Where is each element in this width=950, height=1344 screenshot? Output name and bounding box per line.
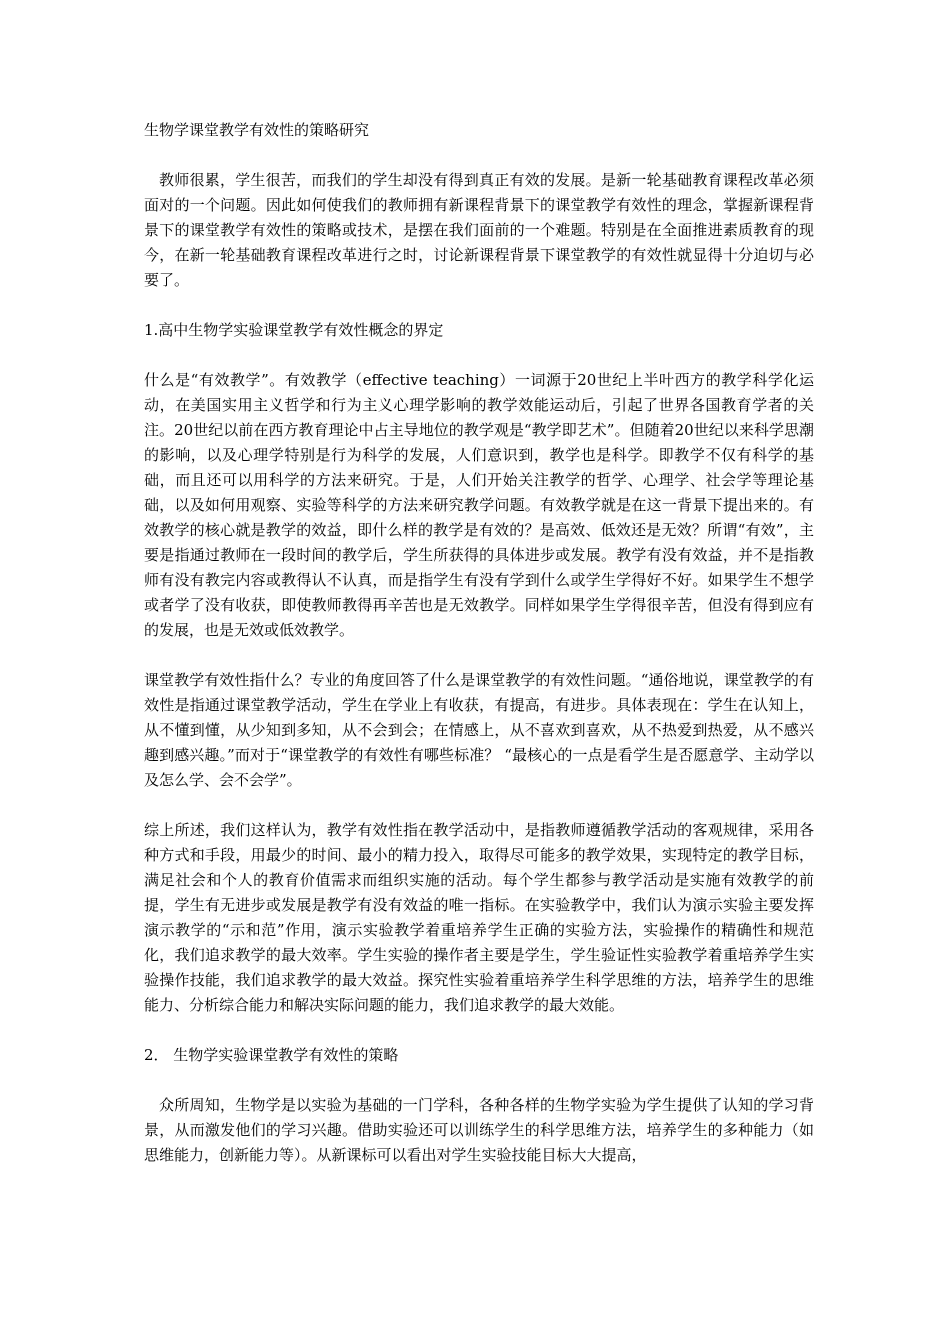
section-2-heading: 2． 生物学实验课堂教学有效性的策略 <box>144 1046 399 1064</box>
intro-paragraph: 教师很累，学生很苦，而我们的学生却没有得到真正有效的发展。是新一轮基础教育课程改革必须面对的一个问题。因此如何使我们的教师拥有新课程背景下的课堂教学有效性的理念，掌握新课程背景下的课堂教学有效性的策略或技术，是摆在我们面前的一个难题。特别是在全面推进素质教育的现今，在新一轮基础教育课程改革进行之时，讨论新课程背景下课堂教学的有效性就显得十分迫切与必要了。 <box>144 171 814 289</box>
section-1-paragraph-1: 什么是“有效教学”。有效教学（effective teaching）一词源于20世纪上半叶西方的教学科学化运动，在美国实用主义哲学和行为主义心理学影响的教学效能运动后，引起了世界各国教育学者的关注。20世纪以前在西方教育理论中占主导地位的教学观是“教学即艺术”。但随着20世纪以来科学思潮的影响，以及心理学特别是行为科学的发展，人们意识到，教学也是科学。即教学不仅有科学的基础，而且还可以用科学的方法来研究。于是，人们开始关注教学的哲学、心理学、社会学等理论基础，以及如何用观察、实验等科学的方法来研究教学问题。有效教学就是在这一背景下提出来的。有效教学的核心就是教学的效益，即什么样的教学是有效的？是高效、低效还是无效？所谓“有效”，主要是指通过教师在一段时间的教学后，学生所获得的具体进步或发展。教学有没有效益，并不是指教师有没有教完内容或教得认不认真，而是指学生有没有学到什么或学生学得好不好。如果学生不想学或者学了没有收获，即使教师教得再辛苦也是无效教学。同样如果学生学得很辛苦，但没有得到应有的发展，也是无效或低效教学。 <box>144 371 814 639</box>
section-2-paragraph-1: 众所周知，生物学是以实验为基础的一门学科，各种各样的生物学实验为学生提供了认知的学习背景，从而激发他们的学习兴趣。借助实验还可以训练学生的科学思维方法，培养学生的多种能力（如思维能力，创新能力等）。从新课标可以看出对学生实验技能目标大大提高， <box>144 1096 814 1164</box>
document-page <box>144 118 814 1193</box>
section-1-paragraph-3: 综上所述，我们这样认为，教学有效性指在教学活动中，是指教师遵循教学活动的客观规律，采用各种方式和手段，用最少的时间、最小的精力投入，取得尽可能多的教学效果，实现特定的教学目标，满足社会和个人的教育价值需求而组织实施的活动。每个学生都参与教学活动是实施有效教学的前提，学生有无进步或发展是教学有没有效益的唯一指标。在实验教学中，我们认为演示实验主要发挥演示教学的“示和范”作用，演示实验教学着重培养学生正确的实验方法，实验操作的精确性和规范化，我们追求教学的最大效率。学生实验的操作者主要是学生，学生验证性实验教学着重培养学生实验操作技能，我们追求教学的最大效益。探究性实验着重培养学生科学思维的方法，培养学生的思维能力、分析综合能力和解决实际问题的能力，我们追求教学的最大效能。 <box>144 821 814 1014</box>
section-1-paragraph-2: 课堂教学有效性指什么？专业的角度回答了什么是课堂教学的有效性问题。“通俗地说，课堂教学的有效性是指通过课堂教学活动，学生在学业上有收获，有提高，有进步。具体表现在：学生在认知上，从不懂到懂，从少知到多知，从不会到会；在情感上，从不喜欢到喜欢，从不热爱到热爱，从不感兴趣到感兴趣。”而对于“课堂教学的有效性有哪些标准？ “最核心的一点是看学生是否愿意学、主动学以及怎么学、会不会学”。 <box>144 671 814 789</box>
section-1-heading: 1.高中生物学实验课堂教学有效性概念的界定 <box>144 321 444 339</box>
document-title: 生物学课堂教学有效性的策略研究 <box>144 121 370 139</box>
